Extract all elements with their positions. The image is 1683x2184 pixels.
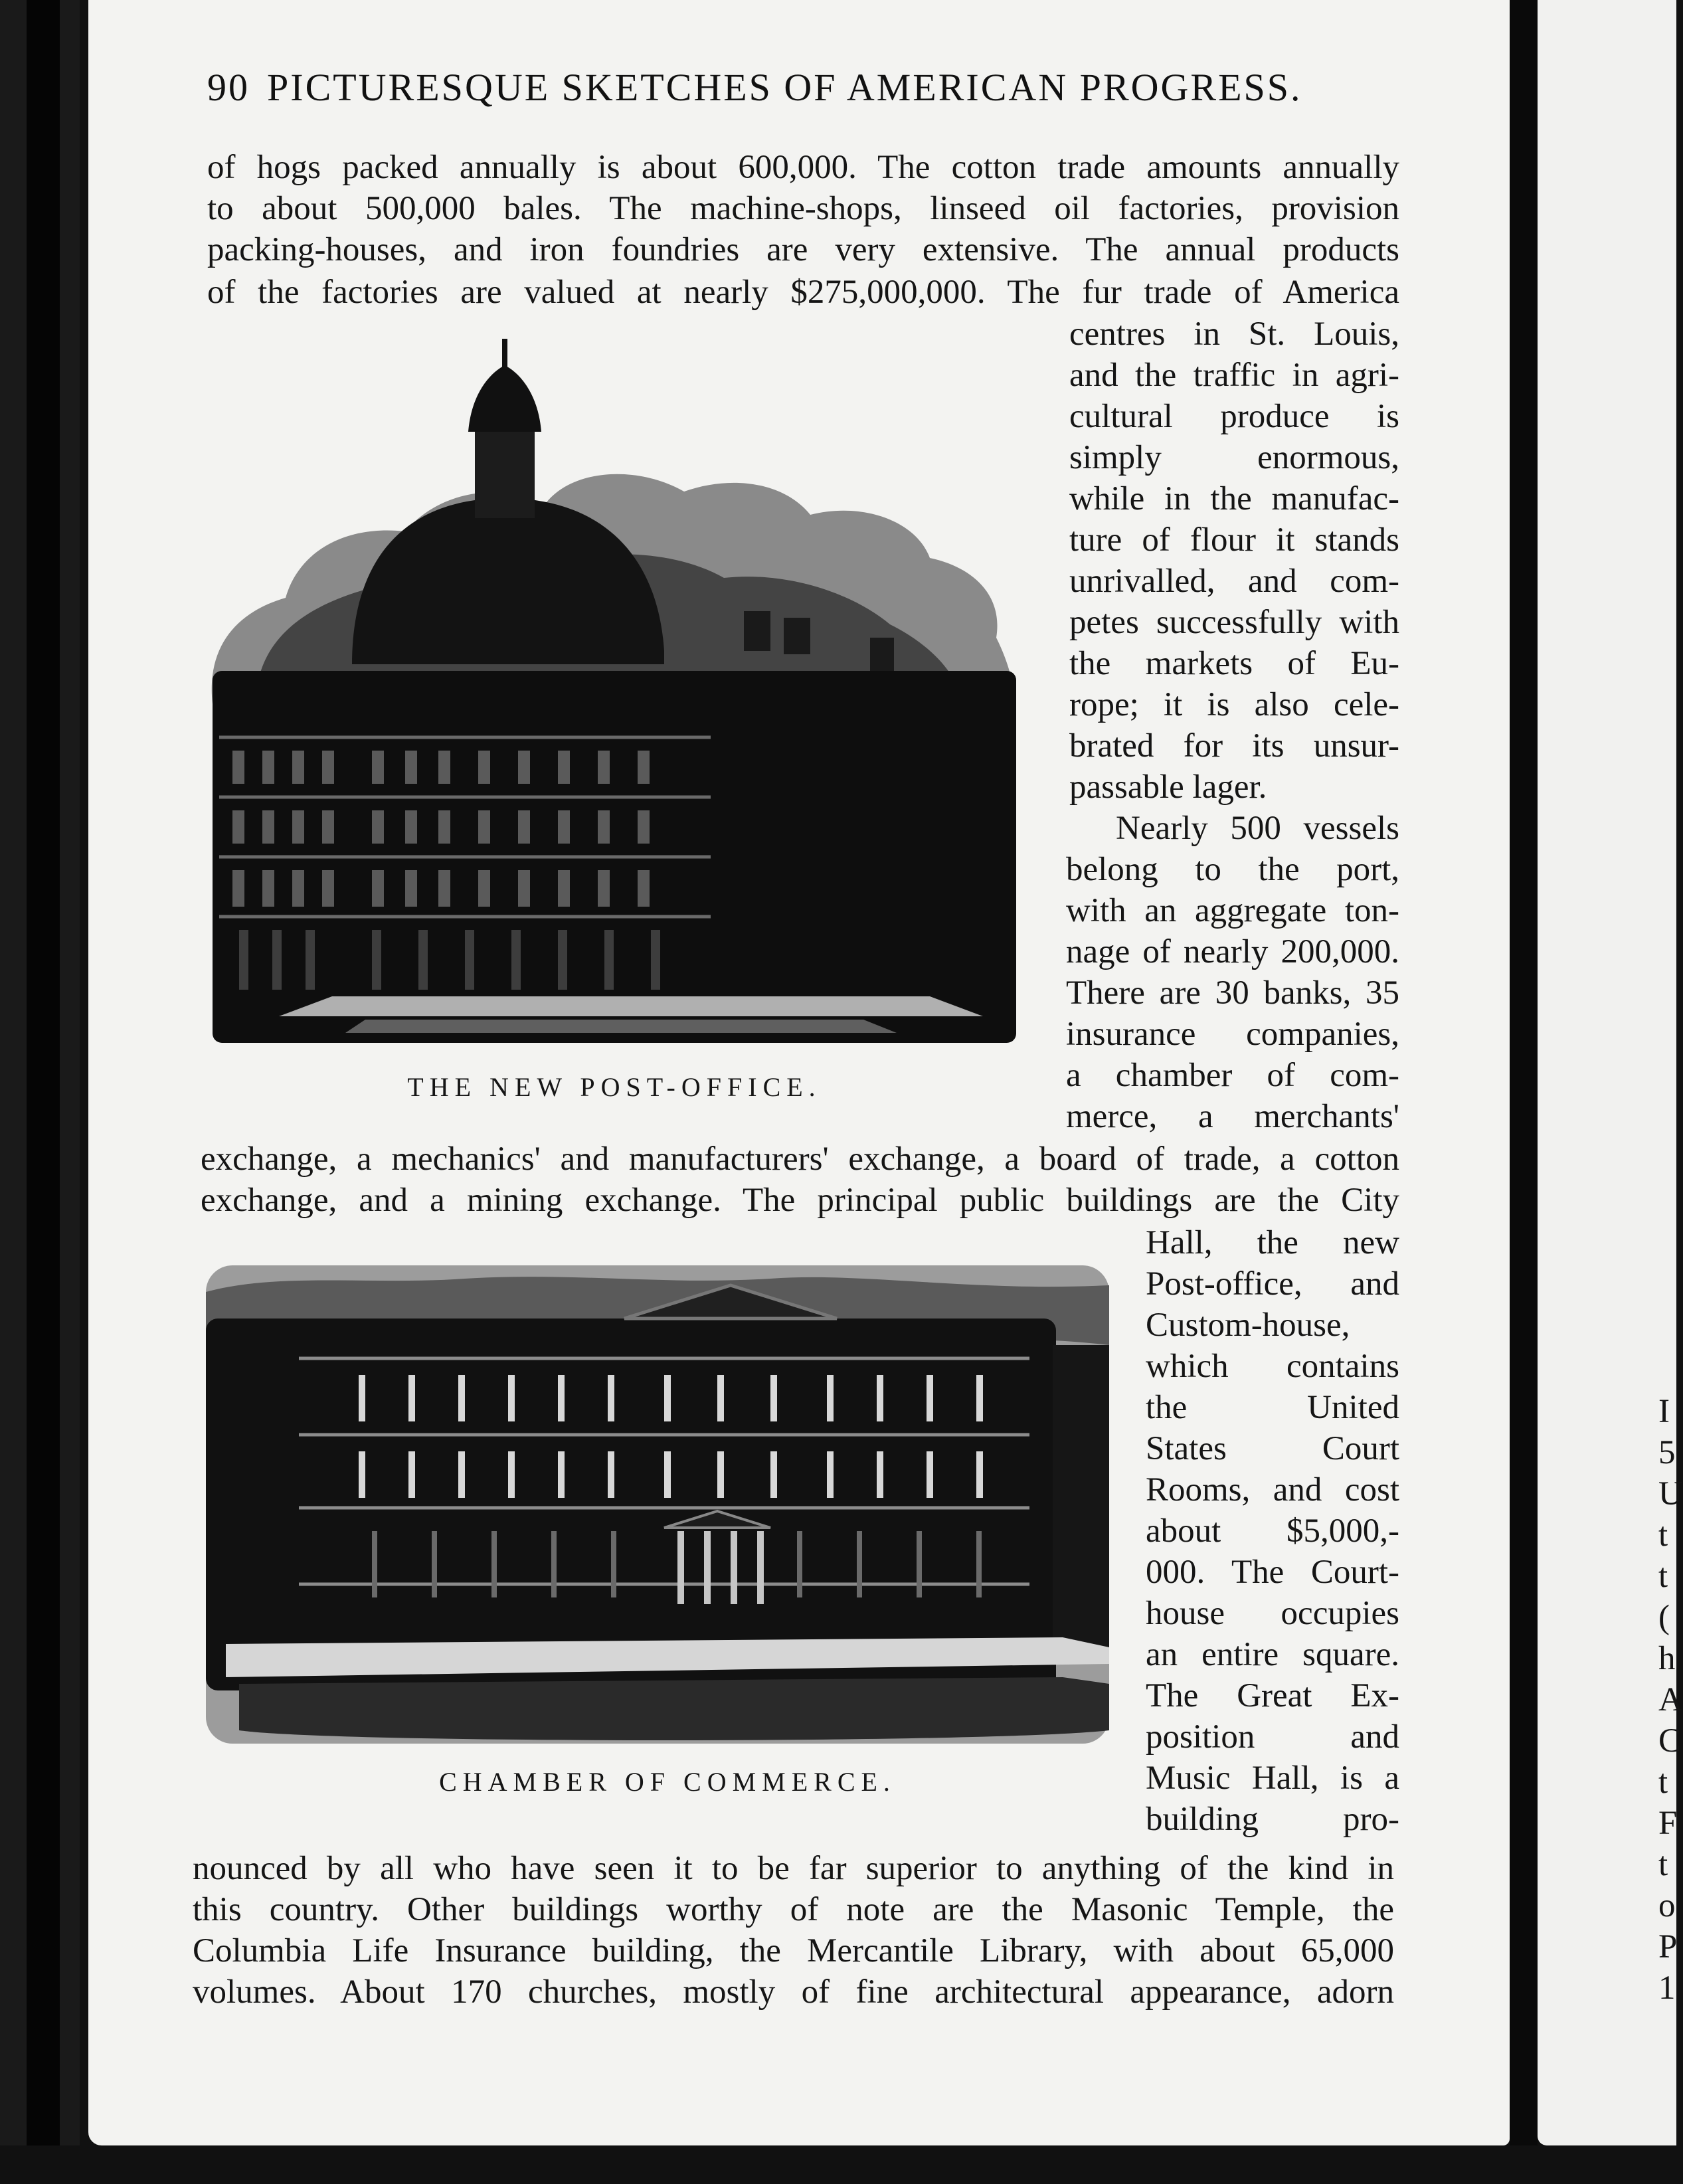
- text-line: a chamber of com-: [1066, 1057, 1399, 1094]
- chamber-of-commerce-engraving: [199, 1265, 1116, 1750]
- adjacent-page-text: 5: [1658, 1434, 1676, 1471]
- text-line: this country. Other buildings worthy of note are the Masonic Temple, the: [193, 1891, 1394, 1928]
- adjacent-page-text: t: [1658, 1516, 1668, 1554]
- text-line: packing-houses, and iron foundries are very extensive. The annual products: [207, 231, 1399, 268]
- text-line: Music Hall, is a: [1146, 1760, 1399, 1797]
- text-line: merce, a merchants': [1066, 1098, 1399, 1135]
- text-line: of hogs packed annually is about 600,000. The cotton trade amounts annually: [207, 149, 1399, 186]
- adjacent-page-text: U: [1658, 1475, 1683, 1512]
- text-line: volumes. About 170 churches, mostly of fine architectural appearance, adorn: [193, 1973, 1394, 2011]
- text-line: cultural produce is: [1069, 398, 1399, 435]
- text-line: house occupies: [1146, 1595, 1399, 1632]
- text-line: rope; it is also cele-: [1069, 686, 1399, 723]
- text-line: 000. The Court-: [1146, 1554, 1399, 1591]
- text-line: to about 500,000 bales. The machine-shops, linseed oil factories, provision: [207, 190, 1399, 227]
- running-header: [207, 65, 1336, 118]
- text-line: Rooms, and cost: [1146, 1471, 1399, 1508]
- figure-caption: CHAMBER OF COMMERCE.: [439, 1767, 896, 1797]
- adjacent-page-text: t: [1658, 1558, 1668, 1595]
- adjacent-page-text: C: [1658, 1722, 1682, 1760]
- text-line: belong to the port,: [1066, 851, 1399, 888]
- adjacent-page-text: A: [1658, 1681, 1683, 1718]
- text-line: There are 30 banks, 35: [1066, 974, 1399, 1012]
- text-line: Custom-house,: [1146, 1307, 1350, 1344]
- text-line: about $5,000,-: [1146, 1512, 1399, 1550]
- adjacent-page-text: I: [1658, 1393, 1670, 1430]
- text-line: petes successfully with: [1069, 604, 1399, 641]
- adjacent-page-text: 1: [1658, 1969, 1676, 2007]
- text-line: States Court: [1146, 1430, 1399, 1467]
- binding-fold: [27, 0, 60, 2184]
- text-line: exchange, a mechanics' and manufacturers' exchange, a board of trade, a cotton: [201, 1140, 1399, 1178]
- text-line: simply enormous,: [1069, 439, 1399, 476]
- text-line: centres in St. Louis,: [1069, 316, 1399, 353]
- text-line: exchange, and a mining exchange. The principal public buildings are the City: [201, 1182, 1399, 1219]
- text-line: nage of nearly 200,000.: [1066, 933, 1399, 970]
- text-line: of the factories are valued at nearly $275,000,000. The fur trade of America: [207, 274, 1399, 311]
- scan-bottom-edge: [0, 2145, 1676, 2184]
- adjacent-page-text: F: [1658, 1805, 1678, 1842]
- adjacent-page-text: h: [1658, 1640, 1676, 1677]
- adjacent-page-text: P: [1658, 1928, 1678, 1965]
- text-line: nounced by all who have seen it to be far superior to anything of the kind in: [193, 1850, 1394, 1887]
- adjacent-page-text: o: [1658, 1887, 1676, 1924]
- text-line: with an aggregate ton-: [1066, 892, 1399, 929]
- text-line: passable lager.: [1069, 769, 1267, 806]
- text-line: Columbia Life Insurance building, the Mercantile Library, with about 65,000: [193, 1932, 1394, 1969]
- figure-caption: THE NEW POST-OFFICE.: [407, 1072, 822, 1102]
- text-line: building pro-: [1146, 1801, 1399, 1838]
- text-line: the United: [1146, 1389, 1399, 1426]
- text-line: which contains: [1146, 1348, 1399, 1385]
- adjacent-page-text: t: [1658, 1846, 1668, 1883]
- text-line: an entire square.: [1146, 1636, 1399, 1673]
- text-line: Nearly 500 vessels: [1116, 810, 1399, 847]
- page-number: 90: [207, 66, 250, 109]
- text-line: ture of flour it stands: [1069, 521, 1399, 559]
- adjacent-page-text: t: [1658, 1764, 1668, 1801]
- running-title: PICTURESQUE SKETCHES OF AMERICAN PROGRESS.: [267, 66, 1302, 109]
- text-line: the markets of Eu-: [1069, 645, 1399, 682]
- text-line: insurance companies,: [1066, 1016, 1399, 1053]
- text-line: position and: [1146, 1718, 1399, 1756]
- adjacent-page: [1538, 0, 1676, 2145]
- post-office-engraving: [199, 332, 1029, 1056]
- text-line: while in the manufac-: [1069, 480, 1399, 517]
- adjacent-page-text: (: [1658, 1599, 1670, 1636]
- left-binding: [0, 0, 80, 2184]
- text-line: The Great Ex-: [1146, 1677, 1399, 1714]
- text-line: Hall, the new: [1146, 1224, 1399, 1261]
- text-line: brated for its unsur-: [1069, 727, 1399, 765]
- text-line: and the traffic in agri-: [1069, 357, 1399, 394]
- text-line: Post-office, and: [1146, 1265, 1399, 1303]
- text-line: unrivalled, and com-: [1069, 563, 1399, 600]
- book-gutter: [1510, 0, 1538, 2184]
